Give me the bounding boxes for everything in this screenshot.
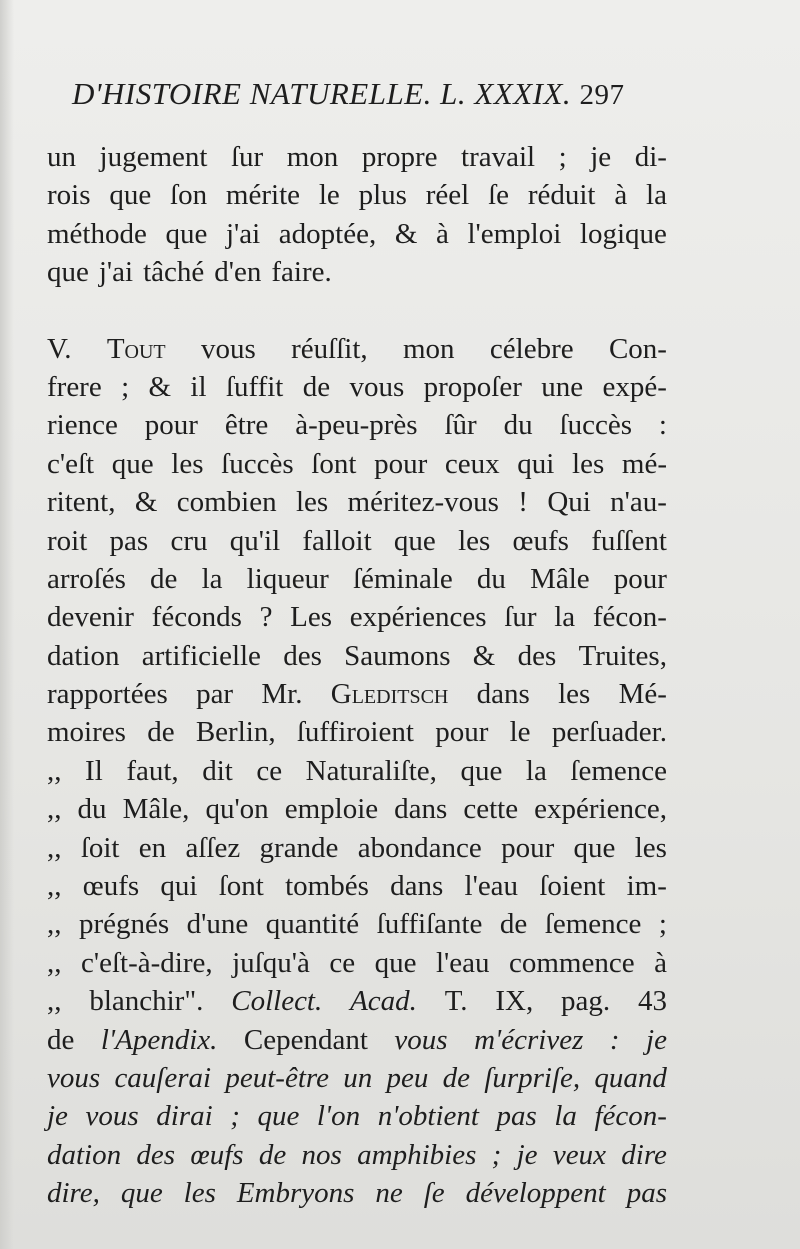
text-word: ne	[375, 1177, 403, 1210]
text-word: blanchir".	[89, 985, 204, 1018]
text-word: ſe	[488, 179, 509, 212]
text-word: Embryons	[236, 1177, 355, 1210]
text-word: vous	[394, 1023, 448, 1056]
text-word: du	[476, 562, 506, 595]
text-word: ſur	[504, 601, 537, 634]
text-word: cru	[170, 524, 208, 557]
text-word: ſéminale	[352, 562, 453, 595]
text-line	[47, 1097, 667, 1135]
text-word: dation	[47, 639, 120, 672]
text-word: rapportées	[47, 678, 168, 711]
text-word: amphibies	[357, 1138, 477, 1171]
text-word: rience	[47, 409, 118, 442]
text-word: qu'on	[205, 793, 269, 826]
text-word: Les	[290, 601, 333, 634]
text-word: être	[224, 409, 269, 442]
text-word: Saumons	[344, 639, 451, 672]
text-word: que	[165, 217, 208, 250]
text-word: de	[150, 562, 178, 595]
text-word: de	[302, 370, 331, 403]
text-word: je	[47, 1100, 68, 1133]
text-word: ſuffiſante	[376, 908, 483, 941]
text-word: n'obtient	[377, 1100, 479, 1133]
text-word: Mr.	[261, 678, 303, 711]
text-line	[47, 944, 667, 982]
text-word: les	[183, 1177, 216, 1210]
text-word: que	[109, 179, 152, 212]
text-word: qui	[517, 447, 555, 480]
text-word: que	[257, 1100, 300, 1133]
text-line	[47, 598, 667, 636]
text-word: &	[148, 370, 172, 403]
text-line	[47, 675, 667, 713]
text-word: pag.	[561, 985, 611, 1018]
text-word: propoſer	[423, 370, 522, 403]
text-word: Cependant	[243, 1023, 368, 1056]
text-word: fécon-	[594, 1100, 667, 1133]
text-word: rois	[47, 179, 91, 212]
text-word: logique	[579, 217, 667, 250]
text-word: combien	[176, 486, 277, 519]
text-word: pas	[626, 1177, 667, 1210]
page-number: 297	[579, 79, 625, 111]
text-word: jugement	[99, 141, 208, 173]
text-word: je	[646, 1023, 667, 1056]
body-text	[47, 138, 667, 1213]
text-word: dit	[202, 754, 233, 787]
text-word: les	[171, 447, 204, 480]
text-word: une	[541, 370, 584, 403]
text-word: pour	[435, 716, 489, 749]
text-word: de	[47, 1023, 75, 1056]
text-word: mon	[286, 141, 339, 173]
text-word: cette	[463, 793, 519, 826]
text-word: que	[573, 831, 616, 864]
text-word: dire	[621, 1138, 667, 1171]
text-word: vous	[85, 1100, 139, 1133]
text-word: falloit	[302, 524, 372, 557]
text-word: œufs	[190, 1138, 244, 1171]
text-line	[47, 790, 667, 828]
text-word: frere	[47, 370, 102, 403]
text-word: Acad.	[350, 985, 417, 1018]
text-word: un	[47, 141, 76, 173]
text-word: l'emploi	[467, 217, 562, 250]
text-word: dirai	[156, 1100, 213, 1133]
text-word: Collect.	[231, 985, 323, 1018]
text-word: d'une	[186, 908, 249, 941]
text-word: œufs	[82, 870, 140, 903]
text-word: dation	[47, 1138, 122, 1171]
text-word: ſur	[230, 141, 264, 173]
text-word: Qui	[547, 486, 591, 519]
text-word: je	[516, 1138, 538, 1171]
text-word: vous	[200, 332, 256, 365]
text-word: &	[134, 486, 158, 519]
text-word: œufs	[512, 524, 569, 557]
text-word: juſqu'à	[232, 946, 310, 979]
text-word: ſont	[311, 447, 357, 480]
text-word: réel	[425, 179, 470, 212]
text-word: &	[394, 217, 418, 250]
text-word: ſuffiroient	[296, 716, 414, 749]
text-word: j'ai	[225, 217, 261, 250]
text-word: Truites,	[578, 639, 667, 672]
text-word: quand	[594, 1061, 667, 1094]
text-word: à	[435, 217, 449, 250]
text-word: que	[393, 524, 436, 557]
text-word: la	[525, 754, 547, 787]
text-word: développent	[465, 1177, 606, 1210]
text-word: ,,	[47, 754, 62, 787]
text-word: les	[458, 524, 491, 557]
text-line	[47, 445, 667, 483]
text-word: méthode	[47, 217, 147, 250]
running-title: D'HISTOIRE NATURELLE. L. XXXIX.	[72, 76, 572, 111]
text-word: du	[503, 409, 533, 442]
text-word: V.	[47, 332, 72, 365]
text-word: pour	[613, 562, 667, 595]
text-word: Mé-	[618, 678, 667, 711]
text-word: tâché	[143, 256, 205, 289]
text-word: ritent,	[47, 486, 116, 519]
text-word: dire,	[47, 1177, 100, 1210]
text-line	[47, 829, 667, 867]
text-word: que	[47, 256, 89, 289]
text-word: grande	[259, 831, 339, 864]
page-shadow-edge	[0, 0, 14, 1249]
text-word: ſurpriſe,	[484, 1061, 581, 1094]
text-line	[47, 1021, 667, 1059]
text-word: c'eſt	[47, 447, 95, 480]
text-line	[47, 1136, 667, 1174]
text-line	[47, 1059, 667, 1097]
text-word: 43	[637, 985, 667, 1018]
text-word: !	[518, 486, 528, 519]
text-word: ;	[558, 141, 567, 173]
text-word: travail	[461, 141, 536, 173]
text-word: peut-être	[225, 1061, 329, 1094]
text-line	[47, 905, 667, 943]
text-word: en	[138, 831, 167, 864]
text-word: du	[77, 793, 107, 826]
text-word: ſuccès	[221, 447, 294, 480]
text-word: l'Apendix.	[100, 1023, 218, 1056]
text-word: dans	[476, 678, 530, 711]
text-word: des	[283, 639, 322, 672]
text-word: Mâle	[530, 562, 590, 595]
text-word: ſuccès	[559, 409, 632, 442]
text-word: arroſés	[47, 562, 126, 595]
text-word: ,,	[47, 946, 62, 979]
text-word: roit	[47, 524, 88, 557]
text-word: qui	[160, 870, 198, 903]
text-word: perſuader.	[551, 716, 667, 749]
text-word: ;	[121, 370, 130, 403]
text-word: les	[634, 831, 667, 864]
text-word: de	[499, 908, 528, 941]
text-word: ;	[658, 908, 667, 941]
text-line	[47, 253, 667, 291]
text-line	[47, 330, 667, 368]
text-word: par	[196, 678, 234, 711]
text-word: ,,	[47, 985, 62, 1018]
text-word: artificielle	[141, 639, 261, 672]
text-word: je	[590, 141, 612, 173]
text-line	[47, 867, 667, 905]
text-word: n'au-	[610, 486, 667, 519]
text-word: m'écrivez	[474, 1023, 584, 1056]
text-word: l'eau	[464, 870, 519, 903]
text-word: ſoient	[539, 870, 606, 903]
text-word: les	[558, 678, 591, 711]
text-word: qu'il	[229, 524, 281, 557]
text-word: un	[343, 1061, 373, 1094]
text-word: ſon	[170, 179, 208, 212]
text-word: moires	[47, 716, 126, 749]
text-word: Naturaliſte,	[305, 754, 437, 787]
text-word: ceux	[444, 447, 500, 480]
text-line	[47, 713, 667, 751]
text-word: vous	[349, 370, 405, 403]
text-word: devenir	[47, 601, 134, 634]
text-word: faire.	[271, 256, 332, 289]
text-word: il	[190, 370, 207, 403]
text-line	[47, 1174, 667, 1212]
text-word: fuſſent	[591, 524, 667, 557]
text-word: la	[646, 179, 667, 212]
text-word: Berlin,	[195, 716, 276, 749]
text-word: veux	[552, 1138, 606, 1171]
text-word: ſont	[218, 870, 264, 903]
text-word: ,,	[47, 793, 62, 826]
text-line	[47, 215, 667, 253]
text-word: ;	[491, 1138, 502, 1171]
text-word: ,,	[47, 870, 62, 903]
text-word: la	[201, 562, 223, 595]
running-header	[72, 76, 672, 112]
text-word: c'eſt-à-dire,	[81, 946, 213, 979]
text-line	[47, 483, 667, 521]
text-word: Mâle,	[122, 793, 190, 826]
text-word: la	[554, 1100, 577, 1133]
text-word: Il	[85, 754, 103, 787]
text-line	[47, 752, 667, 790]
text-word: ;	[230, 1100, 240, 1133]
text-word: ſemence	[570, 754, 667, 787]
text-word: ſoit	[80, 831, 120, 864]
text-word: que	[460, 754, 503, 787]
text-word: réuſſit,	[291, 332, 368, 365]
text-word: &	[472, 639, 496, 672]
text-line	[47, 368, 667, 406]
paragraph-gap	[47, 292, 667, 330]
text-word: de	[258, 1138, 287, 1171]
text-word: nos	[301, 1138, 342, 1171]
text-word: de	[147, 716, 175, 749]
text-word: l'on	[316, 1100, 361, 1133]
text-word: expé-	[602, 370, 667, 403]
text-line	[47, 176, 667, 214]
text-word: Gleditsch	[330, 678, 449, 711]
text-word: que	[374, 946, 417, 979]
text-word: ,,	[47, 831, 62, 864]
text-word: prégnés	[78, 908, 170, 941]
text-word: cauſerai	[114, 1061, 212, 1094]
text-word: quantité	[265, 908, 360, 941]
text-word: mé-	[621, 447, 667, 480]
text-word: vous	[47, 1061, 101, 1094]
text-word: di-	[634, 141, 667, 173]
text-word: le	[509, 716, 531, 749]
text-line	[47, 560, 667, 598]
text-word: l'eau	[435, 946, 490, 979]
text-word: ſemence	[544, 908, 642, 941]
text-word: méritez-vous	[347, 486, 499, 519]
text-word: abondance	[357, 831, 482, 864]
text-word: T.	[444, 985, 468, 1018]
text-word: expériences	[349, 601, 487, 634]
text-word: pour	[501, 831, 555, 864]
text-word: ſuffit	[225, 370, 284, 403]
text-word: tombés	[285, 870, 369, 903]
text-word: j'ai	[98, 256, 134, 289]
text-word: ce	[329, 946, 356, 979]
text-word: commence	[508, 946, 635, 979]
text-word: Tout	[106, 332, 166, 365]
text-word: aſſez	[185, 831, 241, 864]
text-word: im-	[626, 870, 667, 903]
text-word: dans	[394, 793, 448, 826]
text-word: à	[654, 946, 667, 979]
text-word: que	[120, 1177, 163, 1210]
text-word: des	[517, 639, 557, 672]
text-word: :	[609, 1023, 620, 1056]
text-word: Con-	[608, 332, 667, 365]
text-word: ?	[259, 601, 273, 634]
text-word: pour	[144, 409, 198, 442]
text-word: que	[111, 447, 154, 480]
text-word: réduit	[527, 179, 596, 212]
text-word: le	[318, 179, 340, 212]
text-word: féconds	[151, 601, 242, 634]
text-word: plus	[358, 179, 407, 212]
text-word: emploie	[284, 793, 379, 826]
text-word: mérite	[225, 179, 300, 212]
text-word: IX,	[495, 985, 534, 1018]
text-word: d'en	[214, 256, 262, 289]
text-word: ce	[256, 754, 283, 787]
text-word: de	[442, 1061, 471, 1094]
text-word: à-peu-près	[295, 409, 418, 442]
text-word: liqueur	[246, 562, 329, 595]
text-word: expérience,	[534, 793, 667, 826]
text-word: pas	[496, 1100, 537, 1133]
text-word: dans	[390, 870, 444, 903]
text-word: ſûr	[444, 409, 477, 442]
text-line	[47, 982, 667, 1020]
text-word: pour	[374, 447, 428, 480]
text-word: :	[658, 409, 667, 442]
text-word: peu	[386, 1061, 429, 1094]
text-word: adoptée,	[278, 217, 377, 250]
text-line	[47, 637, 667, 675]
text-word: les	[295, 486, 329, 519]
text-line	[47, 138, 667, 176]
text-word: propre	[361, 141, 438, 173]
text-word: les	[572, 447, 605, 480]
text-word: faut,	[126, 754, 179, 787]
text-word: à	[614, 179, 628, 212]
text-line	[47, 522, 667, 560]
text-word: fécon-	[592, 601, 667, 634]
text-word: célebre	[489, 332, 574, 365]
text-word: mon	[402, 332, 455, 365]
text-word: ſe	[423, 1177, 445, 1210]
text-word: pas	[109, 524, 149, 557]
text-word: des	[136, 1138, 176, 1171]
text-word: la	[554, 601, 576, 634]
text-word: ,,	[47, 908, 62, 941]
text-line	[47, 406, 667, 444]
